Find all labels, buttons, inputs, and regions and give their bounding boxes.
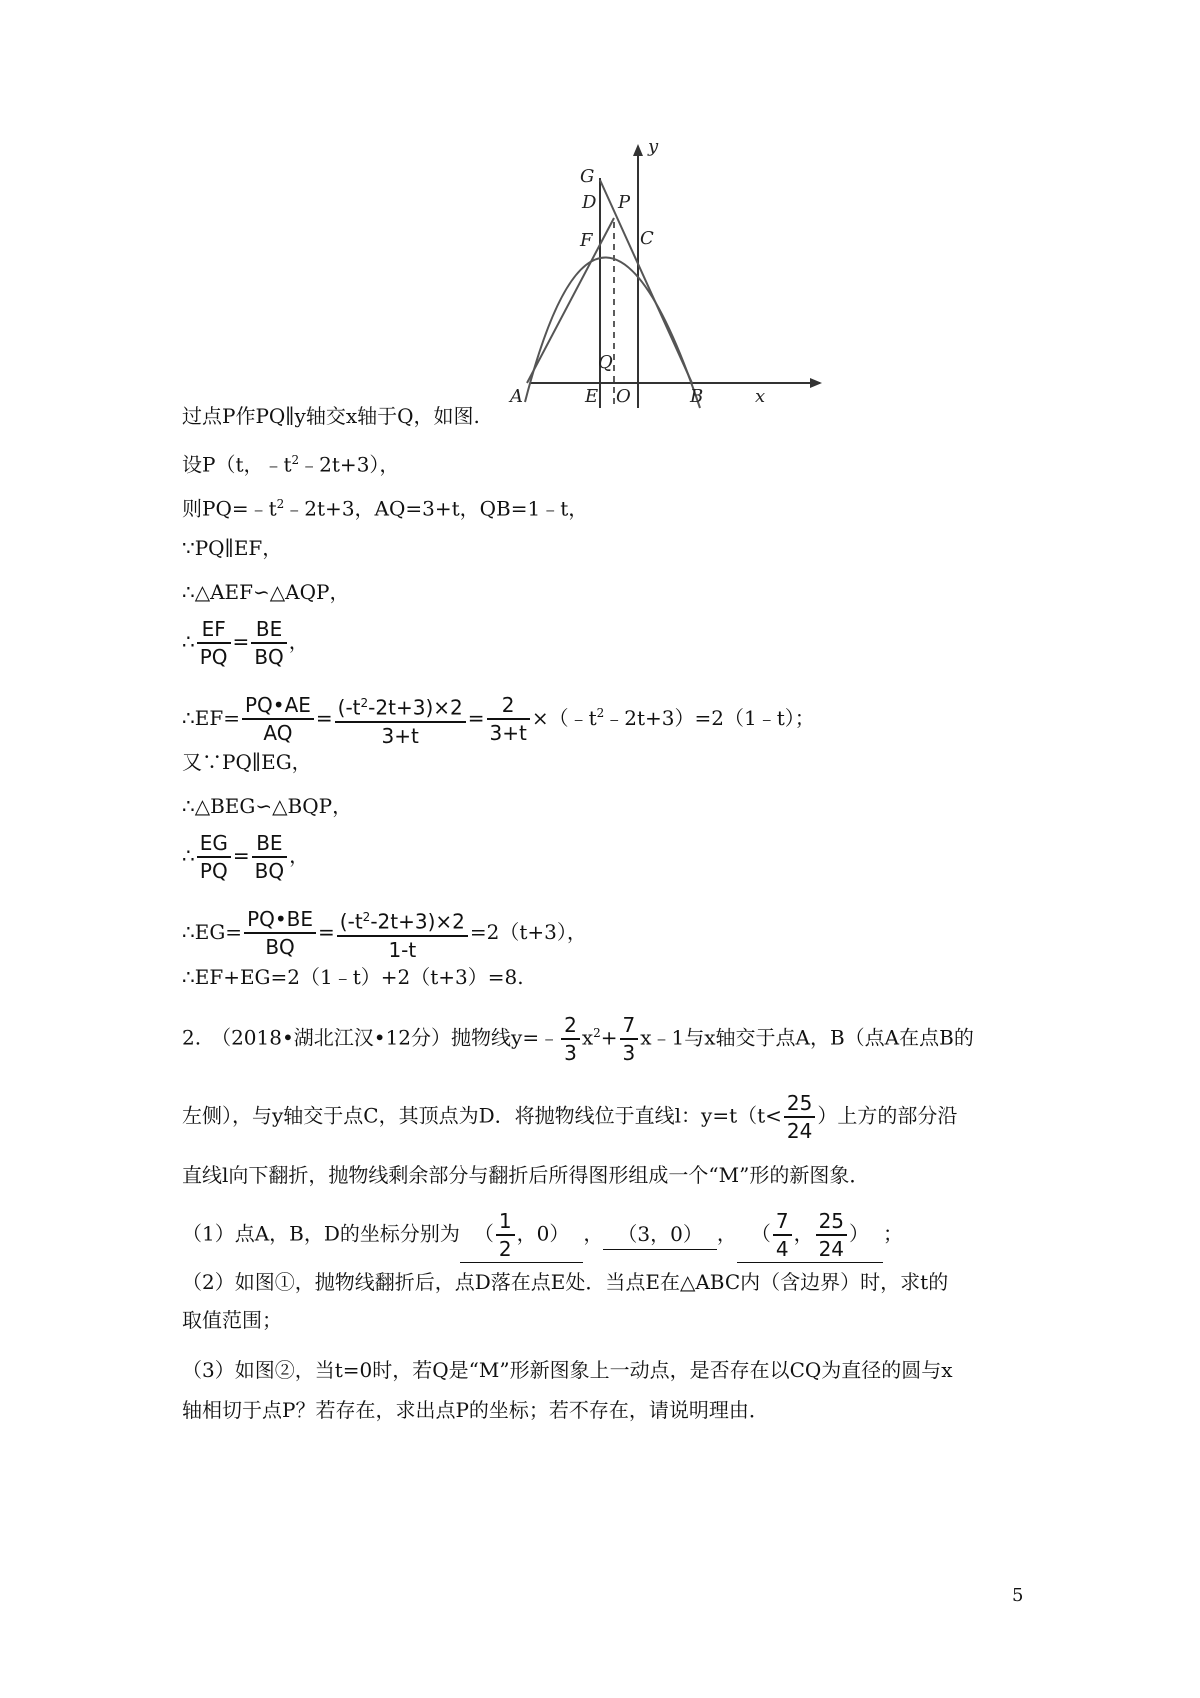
solution-line-3-post: ﹣2t+3，AQ=3+t，QB=1﹣t， xyxy=(284,496,589,521)
denominator: 3 xyxy=(564,1041,577,1065)
numerator: PQ•AE xyxy=(242,692,314,720)
numerator: PQ•BE xyxy=(244,906,316,934)
solution-line-3-pre: 则PQ=﹣t xyxy=(182,496,277,521)
problem-part-3-line-1: （3）如图②，当t=0时，若Q是“M”形新图象上一动点，是否存在以CQ为直径的圆与x xyxy=(182,1358,953,1382)
answer-text: （ xyxy=(750,1221,771,1246)
exponent: 2 xyxy=(291,453,300,467)
numerator xyxy=(337,904,468,937)
fraction-expression xyxy=(335,690,466,749)
numerator-part: -2t+3)×2 xyxy=(368,695,463,720)
fraction-eg-pq xyxy=(197,830,231,884)
solution-line-7 xyxy=(182,690,815,749)
label-x: x xyxy=(755,386,766,407)
solution-line-11 xyxy=(182,904,587,963)
answer-text: （ xyxy=(473,1221,494,1246)
problem-part-2-line-2: 取值范围； xyxy=(182,1308,282,1332)
denominator: 1-t xyxy=(388,937,417,962)
separator: ， xyxy=(583,1221,604,1246)
equals-sign: = xyxy=(318,919,335,944)
problem-part-3-line-2: 轴相切于点P？若存在，求出点P的坐标；若不存在，请说明理由． xyxy=(182,1398,769,1422)
solution-line-5: ∴△AEF∽△AQP， xyxy=(182,580,350,604)
answer-blank-b xyxy=(603,1219,716,1250)
problem-line-2 xyxy=(182,1090,1042,1144)
page-number: 5 xyxy=(1012,1585,1024,1606)
exponent: 2 xyxy=(362,910,371,924)
eg-equals: ∴EG= xyxy=(182,919,243,944)
parabola-figure xyxy=(510,136,850,415)
numerator-part: (-t xyxy=(337,695,361,720)
answer-blank-a xyxy=(460,1208,583,1263)
exponent: 2 xyxy=(276,497,285,511)
solution-line-2 xyxy=(182,446,399,479)
label-b: B xyxy=(690,386,704,407)
denominator: BQ xyxy=(254,645,284,669)
fraction-7-3 xyxy=(620,1012,639,1066)
separator: ， xyxy=(716,1221,737,1246)
numerator: EG xyxy=(197,830,231,858)
denominator: 4 xyxy=(775,1237,789,1261)
problem-part-1 xyxy=(182,1208,1042,1263)
denominator: 3 xyxy=(622,1041,636,1065)
label-p: P xyxy=(618,192,631,213)
numerator: 2 xyxy=(487,692,530,720)
therefore-symbol: ∴ xyxy=(182,843,195,868)
fraction-be-bq xyxy=(252,830,287,884)
label-a: A xyxy=(510,386,523,407)
fraction-ef-pq xyxy=(197,616,231,670)
solution-line-6 xyxy=(182,616,309,670)
label-f: F xyxy=(580,230,593,251)
label-d: D xyxy=(582,192,597,213)
exponent: 2 xyxy=(593,1025,601,1040)
exponent: 2 xyxy=(360,696,369,710)
comma: ， xyxy=(289,843,310,868)
answer-text: ，0） xyxy=(516,1221,570,1246)
fraction-pqbe-bq xyxy=(244,906,316,960)
equals-sign: = xyxy=(467,705,485,730)
solution-line-8: 又∵PQ∥EG， xyxy=(182,750,312,774)
problem-text: 2. （2018•湖北江汉•12分）抛物线y=﹣ xyxy=(182,1025,560,1050)
denominator: 3+t xyxy=(381,723,419,748)
numerator: BE xyxy=(252,830,287,858)
denominator: BQ xyxy=(265,935,295,960)
post-text: ﹣2t+3）=2（1﹣t）； xyxy=(604,705,815,730)
therefore-symbol: ∴ xyxy=(182,629,195,654)
fraction-25-24 xyxy=(816,1208,847,1262)
solution-line-9: ∴△BEG∽△BQP， xyxy=(182,794,353,818)
fraction-2-3t xyxy=(487,692,530,746)
numerator: 25 xyxy=(784,1090,815,1118)
separator: ； xyxy=(883,1221,904,1246)
numerator xyxy=(335,690,466,723)
numerator-part: -2t+3)×2 xyxy=(370,909,465,934)
problem-part-2-line-1: （2）如图①，抛物线翻折后，点D落在点E处．当点E在△ABC内（含边界）时，求t的 xyxy=(182,1270,949,1294)
denominator: 2 xyxy=(498,1237,512,1261)
answer-blank-d xyxy=(737,1208,883,1263)
parabola-curve xyxy=(525,257,700,408)
fraction-2-3 xyxy=(561,1012,580,1066)
numerator: 7 xyxy=(773,1208,792,1236)
exponent: 2 xyxy=(596,706,605,721)
fraction-pqae-aq xyxy=(242,692,314,746)
solution-line-12: ∴EF+EG=2（1﹣t）+2（t+3）=8. xyxy=(182,965,524,989)
part-1-text: （1）点A，B，D的坐标分别为 xyxy=(182,1221,460,1246)
denominator: BQ xyxy=(254,859,285,883)
solution-line-1: 过点P作PQ∥y轴交x轴于Q，如图. xyxy=(182,404,480,428)
fraction-1-2 xyxy=(496,1208,515,1262)
denominator: 3+t xyxy=(489,721,527,746)
ef-equals: ∴EF= xyxy=(182,705,240,730)
solution-line-4: ∵PQ∥EF， xyxy=(182,536,283,560)
fraction-expression xyxy=(337,904,468,963)
label-y: y xyxy=(648,136,659,157)
equals-sign: = xyxy=(232,843,250,868)
numerator: 1 xyxy=(496,1208,515,1236)
numerator: EF xyxy=(197,616,231,644)
answer-text: ， xyxy=(793,1221,814,1246)
solution-line-2-pre: 设P（t，﹣t xyxy=(182,452,292,477)
problem-text: x﹣1与x轴交于点A，B（点A在点B的 xyxy=(640,1025,974,1050)
problem-text: + xyxy=(600,1025,618,1050)
answer-text: （3，0） xyxy=(617,1221,703,1246)
label-o: O xyxy=(616,386,631,407)
fraction-be-bq xyxy=(251,616,286,670)
problem-line-3: 直线l向下翻折，抛物线剩余部分与翻折后所得图形组成一个“M”形的新图象． xyxy=(182,1163,870,1187)
numerator: 25 xyxy=(816,1208,847,1236)
problem-line-1 xyxy=(182,1012,1042,1066)
fraction-25-24 xyxy=(784,1090,815,1144)
problem-text: x xyxy=(581,1025,594,1050)
denominator: PQ xyxy=(199,859,228,883)
post-text: ×（﹣t xyxy=(531,705,597,730)
problem-text: 左侧），与y轴交于点C，其顶点为D．将抛物线位于直线l：y=t（t< xyxy=(182,1103,782,1128)
post-text: =2（t+3）， xyxy=(469,919,587,944)
numerator: 2 xyxy=(561,1012,580,1040)
fraction-7-4 xyxy=(773,1208,792,1262)
x-axis-arrow xyxy=(810,378,822,388)
label-c: C xyxy=(640,228,654,249)
equals-sign: = xyxy=(315,705,333,730)
solution-line-3 xyxy=(182,490,588,523)
label-q: Q xyxy=(598,352,613,373)
label-e: E xyxy=(585,386,599,407)
solution-line-2-post: ﹣2t+3）， xyxy=(299,452,400,477)
numerator: BE xyxy=(251,616,286,644)
comma: ， xyxy=(288,629,309,654)
denominator: 24 xyxy=(786,1119,813,1143)
parabola-diagram xyxy=(510,136,850,415)
y-axis-arrow xyxy=(633,144,643,156)
answer-text: ） xyxy=(849,1221,870,1246)
solution-line-10 xyxy=(182,830,309,884)
denominator: PQ xyxy=(199,645,228,669)
label-g: G xyxy=(580,166,595,187)
denominator: 24 xyxy=(818,1237,845,1261)
denominator: AQ xyxy=(263,721,293,746)
equals-sign: = xyxy=(232,629,250,654)
numerator: 7 xyxy=(620,1012,639,1040)
problem-text: ）上方的部分沿 xyxy=(817,1103,958,1128)
numerator-part: (-t xyxy=(339,909,363,934)
